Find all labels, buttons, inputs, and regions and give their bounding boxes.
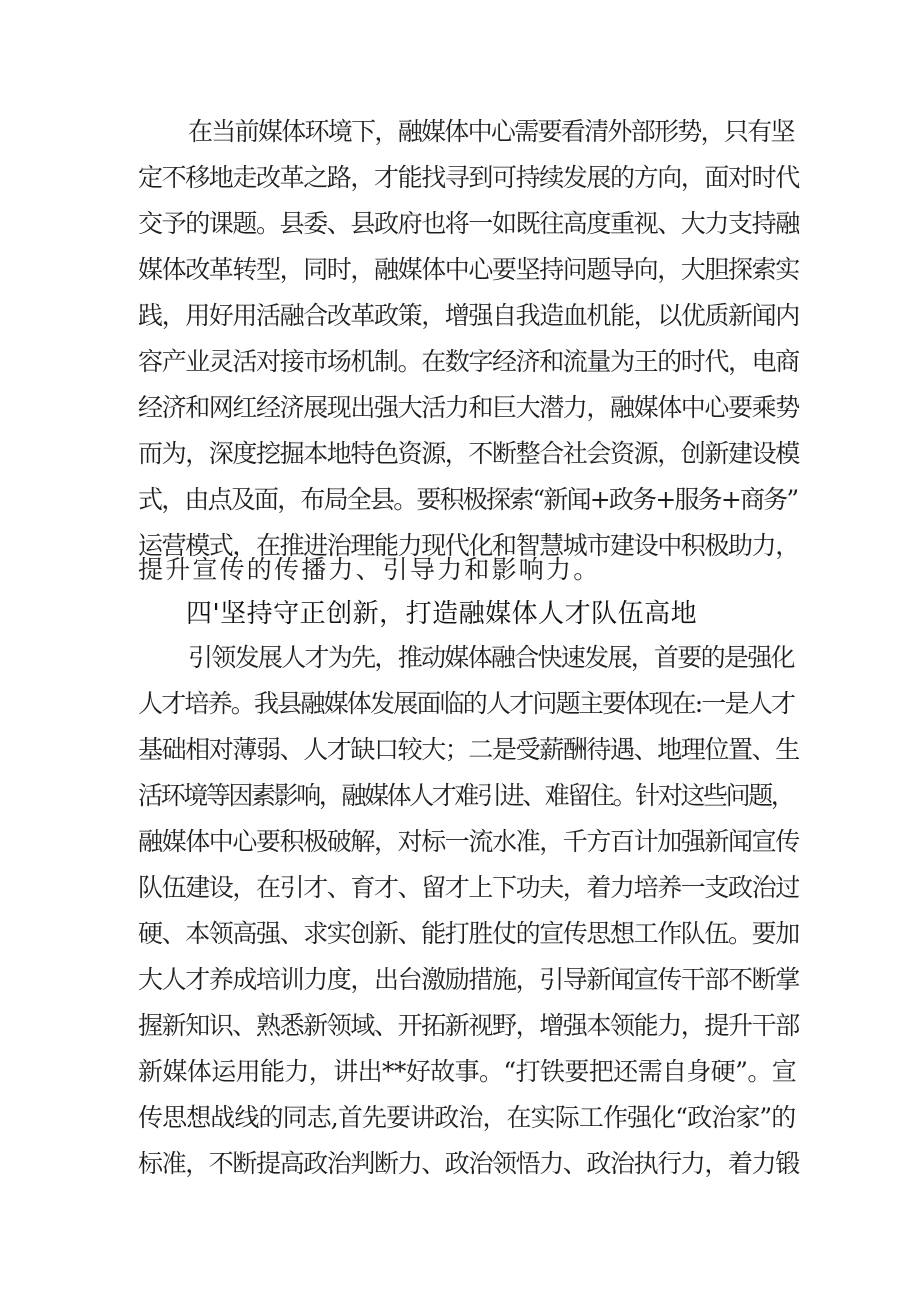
- paragraph-line: 新媒体运用能力，讲出**好故事。“打铁要把还需自身硬”。宣: [138, 1057, 797, 1086]
- paragraph-line: 传思想战线的同志,首先要讲政治，在实际工作强化“政治家”的: [138, 1103, 796, 1132]
- paragraph-line: 经济和网红经济展现出强大活力和巨大潜力，融媒体中心要乘势: [138, 393, 799, 422]
- paragraph-line: 在当前媒体环境下，融媒体中心需要看清外部形势，只有坚: [188, 117, 794, 146]
- paragraph-line: 大人才养成培训力度，出台激励措施，引导新闻宣传干部不断掌: [138, 965, 799, 994]
- paragraph-line: 引领发展人才为先，推动媒体融合快速发展，首要的是强化: [188, 643, 794, 672]
- section-heading: 四'坚持守正创新，打造融媒体人才队伍高地: [186, 599, 698, 629]
- paragraph-line: 融媒体中心要积极破解，对标一流水准，千方百计加强新闻宣传: [138, 827, 799, 856]
- paragraph-line: 定不移地走改革之路，才能找寻到可持续发展的方向，面对时代: [138, 163, 799, 192]
- paragraph-line: 交予的课题。县委、县政府也将一如既往高度重视、大力支持融: [138, 209, 799, 238]
- paragraph-line: 而为，深度挖掘本地特色资源，不断整合社会资源，创新建设模: [138, 439, 799, 468]
- paragraph-line: 握新知识、熟悉新领域、开拓新视野，增强本领能力，提升干部: [138, 1011, 799, 1040]
- paragraph-line: 提升宣传的传播力、引导力和影响力。: [138, 555, 601, 584]
- paragraph-line: 运营模式，在推进治理能力现代化和智慧城市建设中积极助力，: [138, 531, 799, 560]
- paragraph-line: 标准，不断提高政治判断力、政治领悟力、政治执行力，着力锻: [138, 1149, 799, 1178]
- paragraph-line: 硬、本领高强、求实创新、能打胜仗的宣传思想工作队伍。要加: [138, 919, 799, 948]
- paragraph-line: 容产业灵活对接市场机制。在数字经济和流量为王的时代，电商: [138, 347, 799, 376]
- paragraph-line: 式，由点及面，布局全县。要积极探索“新闻+政务+服务+商务”: [138, 485, 798, 514]
- paragraph-line: 践，用好用活融合改革政策，增强自我造血机能，以优质新闻内: [138, 301, 799, 330]
- paragraph-line: 活环境等因素影响，融媒体人才难引进、难留住。针对这些问题，: [138, 781, 794, 810]
- paragraph-line: 基础相对薄弱、人才缺口较大；二是受薪酬待遇、地理位置、生: [138, 735, 799, 764]
- paragraph-line: 人才培养。我县融媒体发展面临的人才问题主要体现在:一是人才: [138, 689, 795, 718]
- paragraph-line: 队伍建设，在引才、育才、留才上下功夫，着力培养一支政治过: [138, 873, 799, 902]
- paragraph-line: 媒体改革转型，同时，融媒体中心要坚持问题导向，大胆探索实: [138, 255, 799, 284]
